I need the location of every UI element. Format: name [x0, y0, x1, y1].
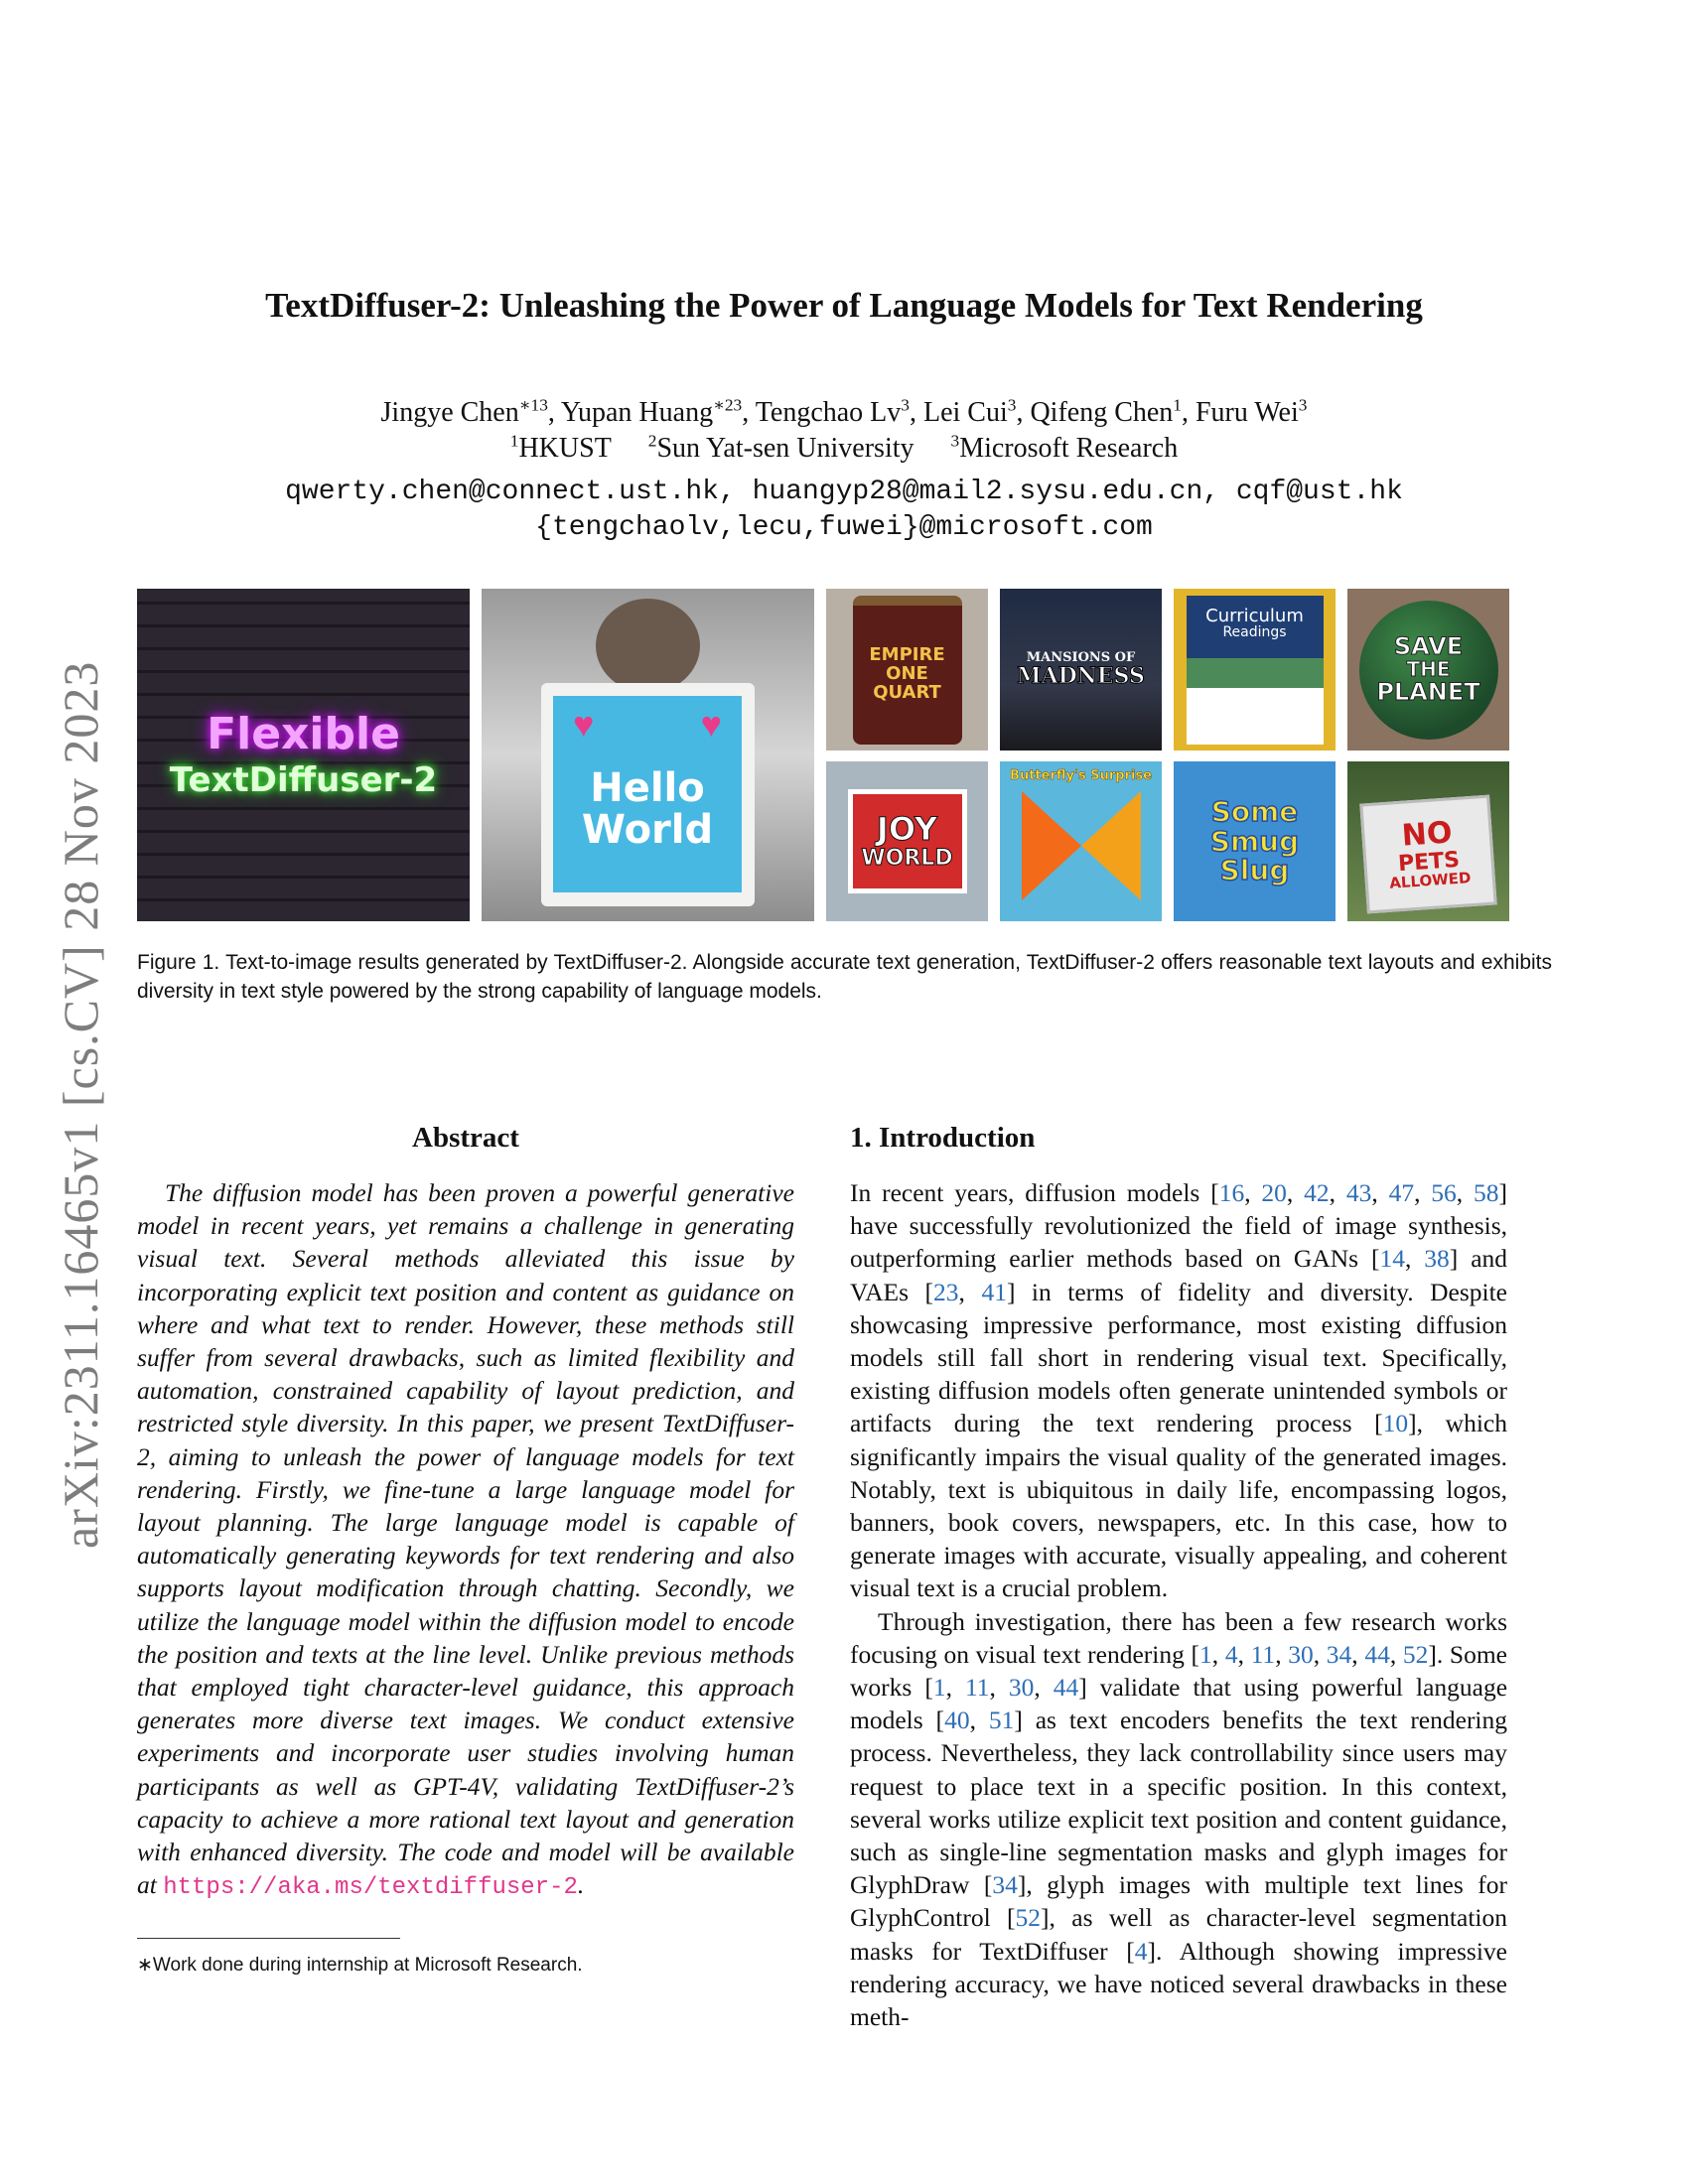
figure-image-flexible — [137, 589, 470, 921]
citation-link[interactable]: 42 — [1304, 1178, 1330, 1207]
figure-image-empire — [826, 589, 988, 751]
paragraph-text: , — [1034, 1673, 1054, 1703]
email-line-1: qwerty.chen@connect.ust.hk, huangyp28@mail2.sysu.edu.cn, cqf@ust.hk — [285, 477, 1403, 507]
paragraph-text: , — [945, 1673, 965, 1703]
citation-link[interactable]: 1 — [932, 1673, 946, 1703]
abstract-end: . — [577, 1870, 585, 1900]
paragraph-text: , — [969, 1706, 989, 1735]
citation-link[interactable]: 58 — [1474, 1178, 1499, 1207]
sign-panel — [553, 696, 742, 892]
paragraph-text: ] in terms of fidelity and diversity. Despite showcasing impressive performance, most existing diffusion models still fall short in rendering visual text. Specifically, existing diffusion models often generate unintended symbols or artifacts during the text rendering process [ — [850, 1277, 1508, 1438]
affiliation-sup: 2 — [647, 431, 657, 451]
image-text: ALLOWED — [1388, 868, 1472, 892]
image-text: World — [581, 807, 714, 853]
paragraph-text: , — [1405, 1244, 1425, 1274]
image-text: MANSIONS OF — [1026, 650, 1136, 666]
introduction-section — [850, 1112, 1507, 2033]
author: Jingye Chen — [380, 397, 519, 428]
globe-shape — [1359, 601, 1498, 740]
paragraph-text: , — [989, 1673, 1009, 1703]
citation-link[interactable]: 1 — [1199, 1639, 1212, 1669]
paragraph-text: , — [1211, 1639, 1225, 1669]
paragraph-text: , — [1244, 1178, 1262, 1207]
abstract-section — [137, 1122, 794, 1904]
figure-image-curriculum — [1174, 589, 1336, 751]
author-list: Jingye Chen$^{∗13}$, Yupan Huang$^{∗23}$, Tengchao Lv$^3$, Lei Cui$^3$, Qifeng Chen$^1$, Furu Wei$^3$ — [380, 395, 1308, 428]
image-text: WORLD — [861, 845, 953, 871]
paragraph-text: ], which significantly impairs the visual quality of the generated images. Notably, text is ubiquitous in daily life, encompassing logos, banners, book covers, newspapers, etc. In this case, how to generate images with accurate, visually appealing, and coherent visual text is a crucial problem. — [850, 1409, 1507, 1603]
citation-link[interactable]: 4 — [1134, 1936, 1148, 1966]
author: Yupan Huang — [560, 397, 714, 428]
figure-image-no-pets — [1347, 761, 1509, 921]
affiliation-sup: 3 — [950, 431, 960, 451]
paragraph-text: ]. Although showing impressive rendering accuracy, we have noticed several drawbacks in these meth- — [850, 1936, 1507, 2032]
author-sup: 1 — [1173, 395, 1182, 415]
figure-image-hello-world — [482, 589, 814, 921]
citation-link[interactable]: 4 — [1224, 1639, 1238, 1669]
abstract-body: The diffusion model has been proven a powerful generative model in recent years, yet remains a challenge in generating visual text. Several methods alleviated this issue by incorporating explicit text position and content as guidance on where and what text to render. However, these methods still suffer from several drawbacks, such as limited flexibility and automation, constrained capability of layout prediction, and restricted style diversity. In this paper, we present TextDiffuser-2, aiming to unleash the power of language models for text rendering. Firstly, we fine-tune a large language model for layout planning. The large language model is capable of automatically generating keywords for text rendering and also supports layout modification through chatting. Secondly, we utilize the language model within the diffusion model to encode the position and texts at the line level. Unlike previous methods that employed tight character-level guidance, this approach generates more diverse text images. We conduct extensive experiments and incorporate user studies involving human participants as well as GPT-4V, validating TextDiffuser-2’s capacity to achieve a more rational text layout and generation with enhanced diversity. The code and model will be available at — [137, 1178, 794, 1900]
introduction-paragraph-1 — [850, 1176, 1507, 1605]
citation-link[interactable]: 23 — [933, 1277, 959, 1306]
author-sup: ∗23 — [713, 395, 743, 415]
footnote-rule — [137, 1938, 400, 1939]
author-sup: ∗13 — [518, 395, 548, 415]
paragraph-text: ], glyph images with multiple text lines for GlyphControl [ — [850, 1870, 1508, 1933]
image-text: Butterfly's Surprise — [1010, 768, 1152, 783]
affiliation: Sun Yat-sen University — [656, 433, 914, 464]
paragraph-text: ], as well as character-level segmentation masks for TextDiffuser [ — [850, 1903, 1507, 1966]
paragraph-text: , — [1389, 1639, 1403, 1669]
citation-link[interactable]: 14 — [1379, 1244, 1405, 1274]
citation-link[interactable]: 10 — [1382, 1409, 1409, 1438]
image-text: MADNESS — [1017, 662, 1145, 689]
paragraph-text: ] and VAEs [ — [850, 1244, 1508, 1306]
abstract-text — [137, 1176, 794, 1904]
image-text: THE — [1406, 657, 1451, 681]
author-sup: 3 — [1007, 395, 1017, 415]
paragraph-text: , — [1313, 1639, 1327, 1669]
email-line-2: {tengchaolv,lecu,fuwei}@microsoft.com — [535, 512, 1153, 543]
citation-link[interactable]: 30 — [1008, 1673, 1035, 1703]
abstract-heading: Abstract — [412, 1122, 519, 1154]
figure-image-save-planet — [1347, 589, 1509, 751]
affiliation: HKUST — [518, 433, 612, 464]
citation-link[interactable]: 34 — [1326, 1639, 1352, 1669]
image-text: Curriculum — [1205, 605, 1304, 626]
sign-shape — [1359, 794, 1496, 913]
image-text: SAVE — [1393, 631, 1464, 660]
paragraph-text: , — [1275, 1639, 1289, 1669]
citation-link[interactable]: 38 — [1424, 1244, 1450, 1274]
paragraph-text: , — [1237, 1639, 1251, 1669]
citation-link[interactable]: 52 — [1015, 1903, 1042, 1933]
citation-link[interactable]: 43 — [1345, 1178, 1372, 1207]
citation-link[interactable]: 44 — [1364, 1639, 1390, 1669]
author: Furu Wei — [1195, 397, 1299, 428]
paragraph-text: , — [958, 1277, 982, 1306]
paragraph-text: ] validate that using powerful language models [ — [850, 1673, 1508, 1735]
affiliation-sup: 1 — [509, 431, 519, 451]
figure-image-mansions — [1000, 589, 1162, 751]
image-text: ONE — [886, 663, 928, 685]
paragraph-text: , — [1351, 1639, 1365, 1669]
author-sup: 3 — [1298, 395, 1308, 415]
cat-head-shape — [596, 599, 700, 693]
figure-image-joy-world — [826, 761, 988, 921]
image-text: NO — [1400, 815, 1454, 854]
image-text: Hello — [590, 765, 705, 811]
citation-link[interactable]: 30 — [1288, 1639, 1314, 1669]
paper-title: TextDiffuser-2: Unleashing the Power of Language Models for Text Rendering — [265, 286, 1423, 325]
image-text: JOY — [876, 810, 938, 849]
citation-link[interactable]: 40 — [944, 1706, 970, 1735]
citation-link[interactable]: 56 — [1431, 1178, 1457, 1207]
code-link[interactable]: https://aka.ms/textdiffuser-2 — [163, 1874, 578, 1902]
citation-link[interactable]: 16 — [1218, 1178, 1245, 1207]
author: Tengchao Lv — [755, 397, 902, 428]
citation-link[interactable]: 34 — [992, 1870, 1018, 1900]
image-text: Flexible — [207, 708, 400, 759]
citation-link[interactable]: 44 — [1053, 1673, 1079, 1703]
heart-icon: ♥ — [700, 705, 722, 745]
butterfly-shape — [1022, 791, 1141, 900]
paragraph-text: ] have successfully revolutionized the field of image synthesis, outperforming earlier methods based on GANs [ — [850, 1178, 1507, 1274]
citation-link[interactable]: 52 — [1402, 1639, 1429, 1669]
image-text: Smug — [1209, 824, 1300, 858]
image-text: Some — [1210, 795, 1299, 829]
paragraph-text: ] as text encoders benefits the text rendering process. Nevertheless, they lack controllability since users may request to place text in a specific position. In this context, several works utilize explicit text position and content guidance, such as single-line segmentation masks and glyph images for GlyphDraw [ — [850, 1706, 1508, 1900]
image-text: QUART — [873, 681, 941, 703]
paragraph-text: , — [1456, 1178, 1474, 1207]
introduction-paragraph-2 — [850, 1605, 1507, 2034]
author-sup: 3 — [901, 395, 910, 415]
affiliation: Microsoft Research — [959, 433, 1179, 464]
citation-link[interactable]: 41 — [981, 1277, 1007, 1306]
introduction-heading: 1. Introduction — [850, 1122, 1036, 1154]
author: Lei Cui — [922, 397, 1008, 428]
citation-link[interactable]: 20 — [1261, 1178, 1287, 1207]
citation-link[interactable]: 11 — [1250, 1639, 1276, 1669]
book-cover — [1187, 596, 1324, 745]
paragraph-text: , — [1414, 1178, 1432, 1207]
image-text: Readings — [1222, 624, 1287, 641]
image-text: Slug — [1219, 854, 1290, 887]
paragraph-text: In recent years, diffusion models [ — [850, 1178, 1219, 1207]
paragraph-text: ]. Some works [ — [850, 1639, 1507, 1703]
image-text: TextDiffuser-2 — [169, 759, 438, 800]
image-text: PETS — [1397, 847, 1461, 877]
paragraph-text: Through investigation, there has been a few research works focusing on visual text rendering [ — [850, 1606, 1507, 1669]
heart-icon: ♥ — [573, 705, 595, 745]
footnote: ∗Work done during internship at Microsoft Research. — [137, 1955, 583, 1976]
figure-image-butterfly — [1000, 761, 1162, 921]
paragraph-text: , — [1371, 1178, 1389, 1207]
figure-image-smug-slug — [1174, 761, 1336, 921]
citation-link[interactable]: 51 — [988, 1706, 1015, 1735]
image-text: PLANET — [1376, 678, 1480, 706]
arxiv-stamp: arXiv:2311.16465v1 [cs.CV] 28 Nov 2023 — [53, 660, 108, 1549]
paragraph-text: , — [1286, 1178, 1305, 1207]
image-text: EMPIRE — [869, 644, 945, 666]
sign-shape — [848, 789, 967, 893]
affiliations — [0, 431, 1688, 467]
paragraph-text: , — [1329, 1178, 1346, 1207]
citation-link[interactable]: 11 — [964, 1673, 990, 1703]
can-shape — [853, 596, 962, 745]
author: Qifeng Chen — [1030, 397, 1174, 428]
figure-caption: Figure 1. Text-to-image results generated by TextDiffuser-2. Alongside accurate text generation, TextDiffuser-2 offers reasonable text layouts and exhibits diversity in text style powered by the strong capability of language models. — [137, 951, 1552, 1003]
citation-link[interactable]: 47 — [1388, 1178, 1415, 1207]
